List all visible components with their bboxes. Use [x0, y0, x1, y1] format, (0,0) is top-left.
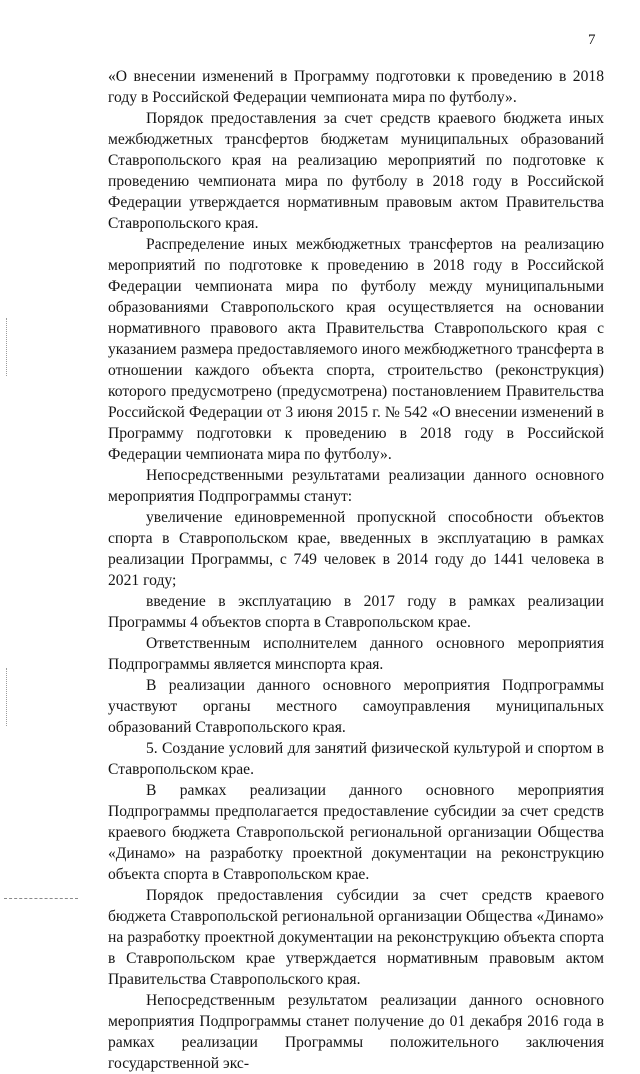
page-number: 7 — [588, 32, 596, 48]
paragraph: В рамках реализации данного основного мероприятия Подпрограммы предполагается предоставление субсидии за счет средств краевого бюджета Ставропольской региональной организации Общества «Динамо» на разработку проектной документации на реконструкцию объекта спорта в Ставропольском крае. — [108, 782, 604, 883]
margin-binding-mark — [6, 668, 8, 726]
paragraph: Порядок предоставления за счет средств краевого бюджета иных межбюджетных трансфертов бюджетам муниципальных образований Ставропольского края на реализацию мероприятий по подготовке к проведению чемпионата мира по футболу в 2018 году в Российской Федерации утверждается нормативным правовым актом Правительства Ставропольского края. — [108, 110, 604, 232]
list-item: увеличение единовременной пропускной способности объектов спорта в Ставропольском крае, введенных в эксплуатацию в рамках реализации Программы, с 749 человек в 2014 году до 1441 человека в 2021 году; — [108, 509, 604, 589]
paragraph: Распределение иных межбюджетных трансфертов на реализацию мероприятий по подготовке к проведению в 2018 году в Российской Федерации чемпионата мира по футболу между муниципальными образованиями Ставропольского края осуществляется на основании нормативного правового акта Правительства Ставропольского края с указанием размера предоставляемого иного межбюджетного трансферта в отношении каждого объекта спорта, строительство (реконструкция) которого предусмотрено (предусмотрена) постановлением Правительства Российской Федерации от 3 июня 2015 г. № 542 «О внесении изменений в Программу подготовки к проведению в 2018 году в Российской Федерации чемпионата мира по футболу». — [108, 236, 604, 463]
list-item: введение в эксплуатацию в 2017 году в рамках реализации Программы 4 объектов спорта в Ставропольском крае. — [108, 593, 604, 631]
section-heading: 5. Создание условий для занятий физической культурой и спортом в Ставропольском крае. — [108, 740, 604, 778]
paragraph: Непосредственным результатом реализации данного основного мероприятия Подпрограммы станет получение до 01 декабря 2016 года в рамках реализации Программы положительного заключения государственной экс- — [108, 992, 604, 1072]
margin-binding-mark — [6, 318, 8, 376]
paragraph: «О внесении изменений в Программу подготовки к проведению в 2018 году в Российской Федерации чемпионата мира по футболу». — [108, 68, 604, 106]
paragraph: Порядок предоставления субсидии за счет средств краевого бюджета Ставропольской региональной организации Общества «Динамо» на разработку проектной документации на реконструкцию объекта спорта в Ставропольском крае утверждается нормативным правовым актом Правительства Ставропольского края. — [108, 887, 604, 988]
paragraph: Непосредственными результатами реализации данного основного мероприятия Подпрограммы станут: — [108, 467, 604, 505]
paragraph: Ответственным исполнителем данного основного мероприятия Подпрограммы является минспорта края. — [108, 635, 604, 673]
footer-scan-mark — [4, 898, 78, 900]
document-body — [108, 66, 604, 1074]
paragraph: В реализации данного основного мероприятия Подпрограммы участвуют органы местного самоуправления муниципальных образований Ставропольского края. — [108, 677, 604, 736]
